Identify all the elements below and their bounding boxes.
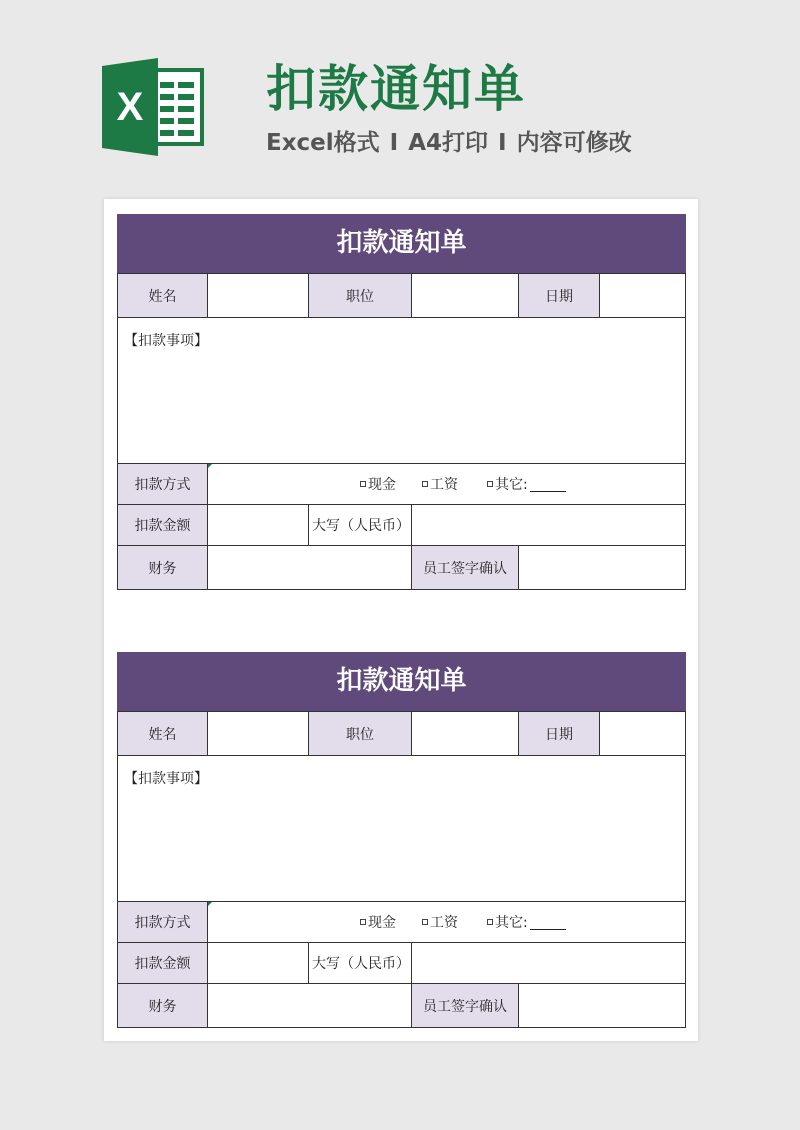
excel-icon-letter: X bbox=[116, 85, 144, 129]
matter-area[interactable] bbox=[117, 755, 686, 902]
subtitle-format: Excel格式 bbox=[266, 130, 380, 156]
matter-label: 【扣款事项】 bbox=[124, 333, 208, 349]
other-blank-line[interactable] bbox=[530, 477, 566, 492]
position-field[interactable] bbox=[411, 711, 519, 756]
position-label: 职位 bbox=[308, 711, 412, 756]
option-salary[interactable] bbox=[422, 902, 458, 942]
amount-label: 扣款金额 bbox=[117, 942, 208, 984]
employee-sign-field[interactable] bbox=[518, 983, 686, 1028]
name-label: 姓名 bbox=[117, 711, 208, 756]
position-field[interactable] bbox=[411, 273, 519, 318]
method-options bbox=[207, 901, 686, 943]
name-field[interactable] bbox=[207, 273, 309, 318]
checkbox-icon[interactable] bbox=[422, 919, 428, 925]
option-other[interactable] bbox=[487, 464, 566, 504]
option-salary-label: 工资 bbox=[430, 915, 458, 931]
date-label: 日期 bbox=[518, 273, 600, 318]
finance-label: 财务 bbox=[117, 545, 208, 590]
page-subtitle bbox=[266, 127, 632, 159]
option-cash-label: 现金 bbox=[368, 915, 396, 931]
name-field[interactable] bbox=[207, 711, 309, 756]
amount-field[interactable] bbox=[207, 942, 309, 984]
checkbox-icon[interactable] bbox=[487, 919, 493, 925]
option-other-label: 其它: bbox=[495, 477, 528, 493]
amount-caps-field[interactable] bbox=[411, 504, 686, 546]
finance-label: 财务 bbox=[117, 983, 208, 1028]
subtitle-separator: I bbox=[498, 130, 507, 156]
checkbox-icon[interactable] bbox=[360, 919, 366, 925]
date-field[interactable] bbox=[599, 711, 686, 756]
method-label: 扣款方式 bbox=[117, 901, 208, 943]
checkbox-icon[interactable] bbox=[360, 481, 366, 487]
date-field[interactable] bbox=[599, 273, 686, 318]
position-label: 职位 bbox=[308, 273, 412, 318]
subtitle-separator: I bbox=[389, 130, 399, 156]
employee-sign-field[interactable] bbox=[518, 545, 686, 590]
deduction-form bbox=[117, 214, 686, 590]
checkbox-icon[interactable] bbox=[487, 481, 493, 487]
option-salary-label: 工资 bbox=[430, 477, 458, 493]
deduction-form bbox=[117, 652, 686, 1028]
amount-caps-label: 大写（人民币） bbox=[308, 504, 412, 546]
finance-field[interactable] bbox=[207, 983, 412, 1028]
form-title: 扣款通知单 bbox=[117, 214, 686, 273]
name-label: 姓名 bbox=[117, 273, 208, 318]
option-other[interactable] bbox=[487, 902, 566, 942]
option-cash-label: 现金 bbox=[368, 477, 396, 493]
option-salary[interactable] bbox=[422, 464, 458, 504]
form-title: 扣款通知单 bbox=[117, 652, 686, 711]
option-cash[interactable] bbox=[360, 902, 396, 942]
amount-caps-field[interactable] bbox=[411, 942, 686, 984]
amount-field[interactable] bbox=[207, 504, 309, 546]
matter-area[interactable] bbox=[117, 317, 686, 464]
other-blank-line[interactable] bbox=[530, 915, 566, 930]
matter-label: 【扣款事项】 bbox=[124, 771, 208, 787]
amount-caps-label: 大写（人民币） bbox=[308, 942, 412, 984]
option-cash[interactable] bbox=[360, 464, 396, 504]
employee-sign-label: 员工签字确认 bbox=[411, 983, 519, 1028]
page-title: 扣款通知单 bbox=[266, 60, 526, 118]
method-options bbox=[207, 463, 686, 505]
finance-field[interactable] bbox=[207, 545, 412, 590]
amount-label: 扣款金额 bbox=[117, 504, 208, 546]
date-label: 日期 bbox=[518, 711, 600, 756]
option-other-label: 其它: bbox=[495, 915, 528, 931]
employee-sign-label: 员工签字确认 bbox=[411, 545, 519, 590]
page-header bbox=[0, 0, 800, 190]
excel-icon bbox=[102, 58, 206, 156]
subtitle-print: A4打印 bbox=[408, 130, 489, 156]
method-label: 扣款方式 bbox=[117, 463, 208, 505]
subtitle-edit: 内容可修改 bbox=[516, 130, 632, 156]
checkbox-icon[interactable] bbox=[422, 481, 428, 487]
